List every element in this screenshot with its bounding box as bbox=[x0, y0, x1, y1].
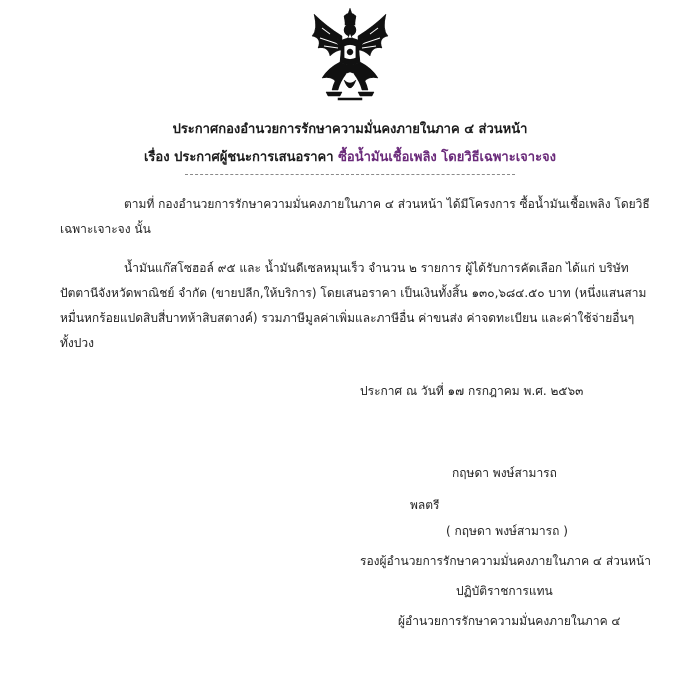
subject-text: ซื้อน้ำมันเชื้อเพลิง โดยวิธีเฉพาะเจาะจง bbox=[338, 150, 557, 165]
paragraph-line: ทั้งปวง bbox=[60, 336, 94, 350]
announcement-subject-line bbox=[0, 146, 700, 167]
signature-position: รองผู้อำนวยการรักษาความมั่นคงภายในภาค ๔ ส่วนหน้า bbox=[360, 554, 651, 568]
signature-name-parenthesized: ( กฤษดา พงษ์สามารถ ) bbox=[446, 524, 568, 538]
signature-acting-on-behalf: ปฏิบัติราชการแทน bbox=[456, 584, 553, 598]
paragraph-line: ตามที่ กองอำนวยการรักษาความมั่นคงภายในภาค ๔ ส่วนหน้า ได้มีโครงการ ซื้อน้ำมันเชื้อเพลิง โดยวิธี bbox=[124, 197, 650, 211]
paragraph-line: น้ำมันแก๊สโซฮอล์ ๙๕ และ น้ำมันดีเซลหมุนเร็ว จำนวน ๒ รายการ ผู้ได้รับการคัดเลือก ได้แก่ บริษัท bbox=[124, 261, 629, 275]
paragraph-line: หมื่นหกร้อยแปดสิบสี่บาทห้าสิบสตางค์) รวมภาษีมูลค่าเพิ่มและภาษีอื่น ค่าขนส่ง ค่าจดทะเบียน และค่าใช้จ่ายอื่นๆ bbox=[60, 311, 635, 325]
announcement-title: ประกาศกองอำนวยการรักษาความมั่นคงภายในภาค ๔ ส่วนหน้า bbox=[172, 122, 528, 137]
signature-director-title: ผู้อำนวยการรักษาความมั่นคงภายในภาค ๔ bbox=[398, 614, 621, 628]
dashed-divider bbox=[185, 174, 515, 175]
announcement-date: ประกาศ ณ วันที่ ๑๗ กรกฎาคม พ.ศ. ๒๕๖๓ bbox=[360, 384, 584, 398]
paragraph-winner bbox=[60, 256, 660, 356]
garuda-emblem-icon bbox=[308, 6, 392, 102]
subject-prefix: เรื่อง ประกาศผู้ชนะการเสนอราคา bbox=[143, 150, 339, 165]
paragraph-line: เฉพาะเจาะจง นั้น bbox=[60, 222, 151, 236]
paragraph-line: ปัตตานีจังหวัดพาณิชย์ จำกัด (ขายปลีก,ให้บริการ) โดยเสนอราคา เป็นเงินทั้งสิ้น ๑๓๐,๖๘๔.๕๐ บาท (หนึ่งแสนสาม bbox=[60, 286, 647, 300]
signature-name: กฤษดา พงษ์สามารถ bbox=[452, 466, 557, 480]
paragraph-project bbox=[60, 192, 660, 242]
signature-rank: พลตรี bbox=[410, 498, 440, 512]
